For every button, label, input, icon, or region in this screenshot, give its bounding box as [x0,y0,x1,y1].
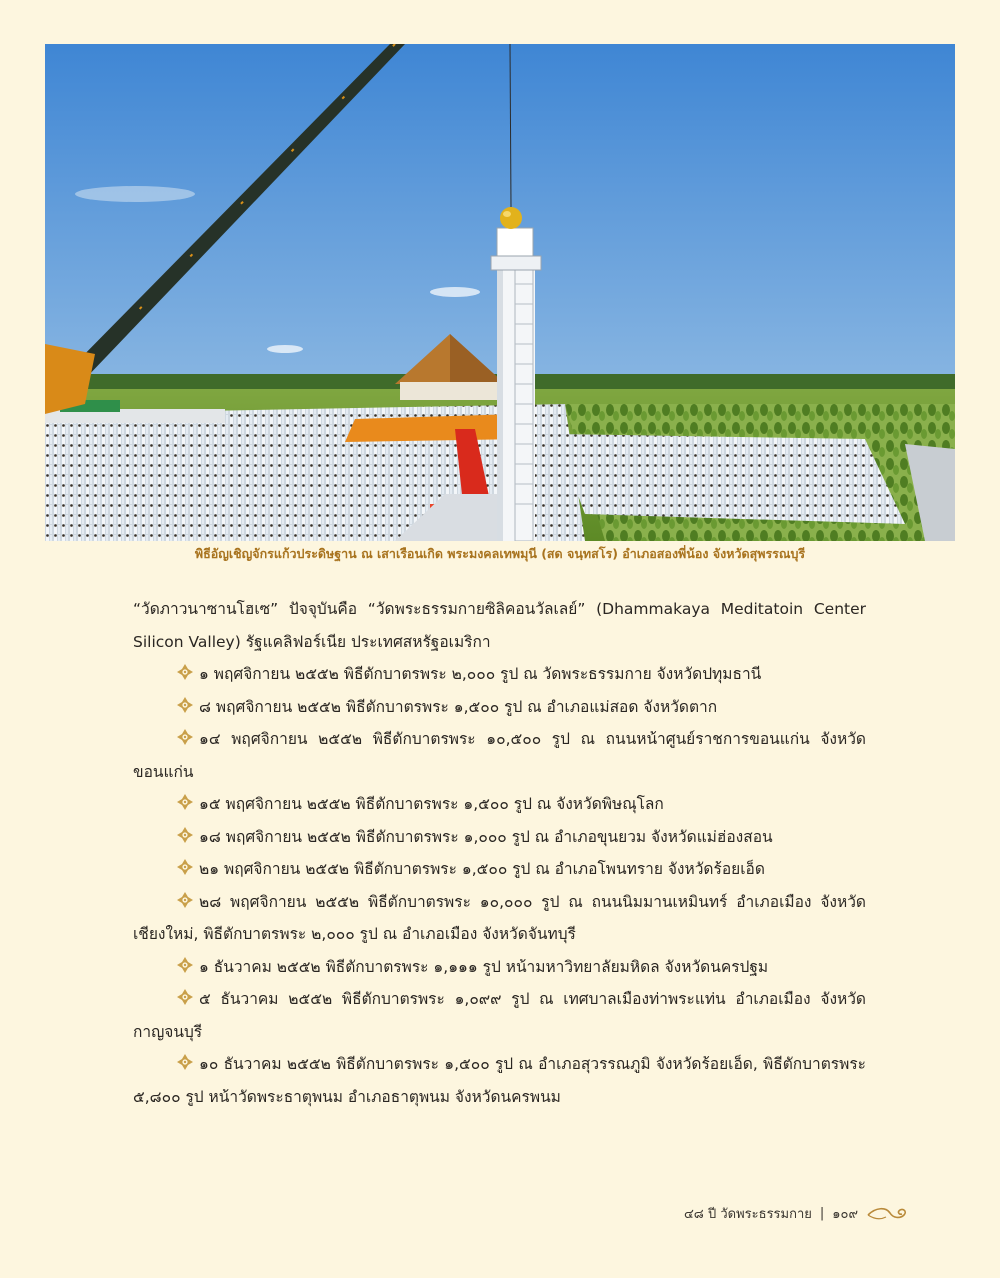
intro-paragraph: “วัดภาวนาซานโฮเซ” ปัจจุบันคือ “วัดพระธรรมกายซิลิคอนวัลเลย์” (Dhammakaya Meditatoin Center Silicon Valley) รัฐแคลิฟอร์เนีย ประเทศสหรัฐอเมริกา [133,600,866,651]
list-item [133,951,866,984]
list-item [133,983,866,1048]
list-item [133,853,866,886]
diamond-flower-icon [177,729,193,745]
list-item-text: ๒๑ พฤศจิกายน ๒๕๕๒ พิธีตักบาตรพระ ๑,๕๐๐ รูป ณ อำเภอโพนทราย จังหวัดร้อยเอ็ด [199,860,765,878]
list-item-text: ๑ พฤศจิกายน ๒๕๕๒ พิธีตักบาตรพระ ๒,๐๐๐ รูป ณ วัดพระธรรมกาย จังหวัดปทุมธานี [199,665,762,683]
list-item [133,723,866,788]
list-item [133,788,866,821]
diamond-flower-icon [177,664,193,680]
footer-separator: | [819,1206,825,1221]
list-item [133,691,866,724]
list-item-text: ๑๘ พฤศจิกายน ๒๕๕๒ พิธีตักบาตรพระ ๑,๐๐๐ รูป ณ อำเภอขุนยวม จังหวัดแม่ฮ่องสอน [199,827,773,846]
book-title: ๔๘ ปี วัดพระธรรมกาย [683,1207,812,1222]
ceremony-photo [45,44,955,541]
diamond-flower-icon [177,989,193,1005]
list-item-text: ๑๔ พฤศจิกายน ๒๕๕๒ พิธีตักบาตรพระ ๑๐,๕๐๐ รูป ณ ถนนหน้าศูนย์ราชการขอนแก่น จังหวัดขอนแก่น [133,730,866,781]
list-item-text: ๒๘ พฤศจิกายน ๒๕๕๒ พิธีตักบาตรพระ ๑๐,๐๐๐ รูป ณ ถนนนิมมานเหมินทร์ อำเภอเมือง จังหวัดเชียงใหม่, พิธีตักบาตรพระ ๒,๐๐๐ รูป ณ อำเภอเมือง จังหวัดจันทบุรี [133,892,866,943]
diamond-flower-icon [177,892,193,908]
diamond-flower-icon [177,697,193,713]
list-item-text: ๘ พฤศจิกายน ๒๕๕๒ พิธีตักบาตรพระ ๑,๕๐๐ รูป ณ อำเภอแม่สอด จังหวัดตาก [199,697,718,716]
diamond-flower-icon [177,1054,193,1070]
diamond-flower-icon [177,957,193,973]
photo-caption: พิธีอัญเชิญจักรแก้วประดิษฐาน ณ เสาเรือนเกิด พระมงคลเทพมุนี (สด จนฺทสโร) อำเภอสองพี่น้อง จังหวัดสุพรรณบุรี [194,546,806,561]
list-item-text: ๕ ธันวาคม ๒๕๕๒ พิธีตักบาตรพระ ๑,๐๙๙ รูป ณ เทศบาลเมืองท่าพระแท่น อำเภอเมือง จังหวัดกาญจนบุรี [133,990,866,1041]
list-item-text: ๑ ธันวาคม ๒๕๕๒ พิธีตักบาตรพระ ๑,๑๑๑ รูป หน้ามหาวิทยาลัยมหิดล จังหวัดนครปฐม [199,957,769,976]
list-item [133,821,866,854]
body-text [133,593,866,1113]
list-item [133,1048,866,1113]
list-item-text: ๑๕ พฤศจิกายน ๒๕๕๒ พิธีตักบาตรพระ ๑,๕๐๐ รูป ณ จังหวัดพิษณุโลก [199,795,664,813]
page-footer [684,1203,910,1224]
list-item [133,658,866,691]
diamond-flower-icon [177,827,193,843]
diamond-flower-icon [177,859,193,875]
diamond-flower-icon [177,794,193,810]
page-number: ๑๐๙ [832,1207,858,1222]
list-item-text: ๑๐ ธันวาคม ๒๕๕๒ พิธีตักบาตรพระ ๑,๕๐๐ รูป ณ อำเภอสุวรรณภูมิ จังหวัดร้อยเอ็ด, พิธีตักบาตรพระ ๕,๘๐๐ รูป หน้าวัดพระธาตุพนม อำเภอธาตุพนม จังหวัดนครพนม [133,1055,866,1106]
list-item [133,886,866,951]
scroll-ornament-icon [866,1205,910,1223]
